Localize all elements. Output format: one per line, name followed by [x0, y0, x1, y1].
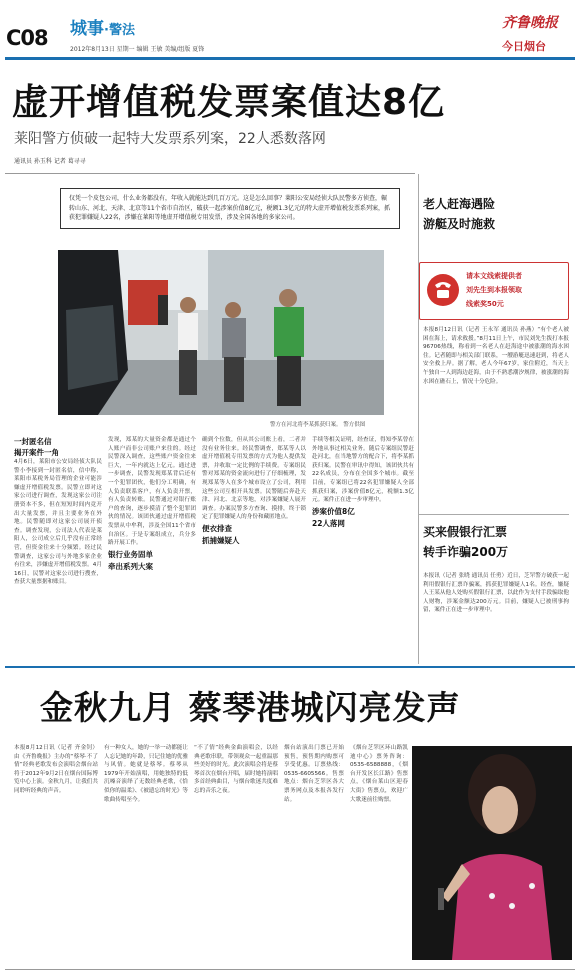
- article-text: 确到个位数，但从其公司账上看，二者并没有业务往来。经民警调查，郑某等人以虚开增值税专用发票的方式为他人提供发票，并收取一定比例的手续费。专案组民警对郑某的资金流向进行了仔细梳理，发现郑某等人在多个城市设立了公司，利用这些公司互相开具发票。民警随后奔赴天津、河北、北京等地，对涉案嫌疑人展开调查。办案民警多方查询、摸排，终于锁定了犯罪嫌疑人的身份和藏匿地点。: [202, 437, 306, 521]
- article-column-2: [108, 436, 196, 572]
- section-heading: 便衣排查: [202, 523, 232, 533]
- section-heading: 揭开案件一角: [14, 448, 59, 457]
- section-heading: 22人落网: [312, 518, 345, 528]
- bottom-article-column-2: 有一种女人，她的一举一动都能让人忘记她的年龄，只记住她的优雅与风情。她就是蔡琴。蔡琴从1979年开始演唱，用她独特的低沉嗓音演绎了无数经典老歌，《恰似你的温柔》、《被遗忘的时光》等歌曲传唱至今。: [104, 745, 188, 803]
- main-subheadline: 莱阳警方侦破一起特大发票系列案，22人悉数落网: [14, 131, 326, 147]
- section-heading: 牵出系列大案: [108, 561, 153, 571]
- side-story-text: 本报8月12日讯（记者 王永军 通讯员 孙燕）“有个老人被困在海上，请求救援。”8月11日上午，市民刘先生拨打本报96706热线，称看到一名老人在赶海途中被涨潮的海水困住。记者随即与相关部门联系，一艘游艇迅速赶到，将老人安全救上岸。据了解，老人今年67岁，家住附近，当天上午独自一人到海边赶海，由于不熟悉潮汐规律，被涨潮的海水困在礁石上，情况十分危险。: [423, 327, 569, 385]
- main-byline: 通讯员 孙玉科 记者 葛寻寻: [14, 158, 86, 165]
- concert-photo: [412, 746, 572, 960]
- singer-photo: [412, 746, 572, 960]
- side-story-text: 本报讯（记者 张晓 通讯员 任勇）近日，芝罘警方破获一起利用假银行汇票诈骗案，抓获犯罪嫌疑人1名。经查，嫌疑人王某从他人处购买假银行汇票，以此作为支付手段骗取他人财物，涉案金额达200万元。目前，嫌疑人已被刑事拘留，案件正在进一步审理中。: [423, 573, 569, 614]
- side-story-headline: 老人赶海遇险: [423, 197, 496, 211]
- edition-label: 今日烟台: [502, 40, 546, 53]
- article-text: 手续等相关证明，经查证，得知李某曾在外地从事过相关业务。随后专案组民警赶赴河北，在当地警方的配合下，将李某抓获归案。民警在审讯中得知，该团伙共有22名成员，分布在全国多个城市。截至目前，专案组已将22名犯罪嫌疑人全部抓获归案，涉案价值8亿元，税额1.3亿元。案件正在进一步审理中。: [312, 437, 414, 504]
- bottom-article-column-5: 《烟台芝罘区环山路凯迪中心》票务咨询：0535-6588888，《烟台开发区长江路》售票点，《烟台莱山区迎春大街》售票点，欢迎广大歌迷前往购票。: [350, 745, 408, 803]
- divider: [419, 514, 569, 515]
- side-story-title: [423, 522, 508, 562]
- header-rule: [5, 57, 575, 60]
- section-title: [70, 14, 135, 39]
- section-heading: 涉案价值8亿: [312, 506, 355, 516]
- dateline: 2012年8月13日 星期一 编辑 王敏 美编/组版 夏锋: [70, 46, 205, 53]
- subsection-name: ·警法: [104, 23, 135, 38]
- side-story-title: [423, 194, 495, 234]
- section-name: 城事: [70, 19, 104, 39]
- article-column-4: [312, 436, 414, 529]
- lead-box: 仅凭一个皮包公司，什么业务都没有，年收入就能达到几百万元。这是怎么回事？莱阳公安局经侦大队民警多方侦查，辗转山东、河北、天津、北京等11个省市自治区，破获一起涉案价值8亿元，税额1.3亿元的特大虚开增值税发票系列案，抓获犯罪嫌疑人22名，涉嫌在莱阳等地虚开增值税专用发票，涉及全国各地的多家公司。: [60, 188, 400, 229]
- bottom-article-column-3: “不了情”经典金曲演唱会，以经典老歌串联，带领观众一起重温那些美好的时光。此次演唱会将是蔡琴首次在烟台开唱，届时她将演唱多首经典曲目，与烟台歌迷共度难忘的音乐之夜。: [194, 745, 278, 794]
- column-divider: [418, 174, 419, 664]
- side-story-subheadline: 游艇及时施救: [423, 217, 496, 231]
- article-column-3: [202, 436, 306, 546]
- reward-notice: [419, 262, 569, 320]
- side-story-subheadline: 转手诈骗200万: [423, 545, 509, 559]
- newspaper-logo: 齐鲁晚报: [502, 15, 558, 31]
- divider: [5, 173, 415, 174]
- side-story-headline: 买来假银行汇票: [423, 525, 508, 539]
- section-rule: [5, 666, 575, 668]
- section-heading: 抓捕嫌疑人: [202, 535, 240, 545]
- article-column-1: [14, 436, 102, 587]
- reward-line-1: 请本文线索提供者: [466, 272, 522, 280]
- section-heading: 一封匿名信: [14, 437, 52, 446]
- article-text: 4月6日，莱阳市公安局经侦大队民警小李接到一封匿名信，信中称，莱阳市某税务局管理的企业可能涉嫌虚开增值税发票。民警立即对这家公司进行调查，发现这家公司注册资本不多，但在短短时间内竟开出大量发票，并且主要业务在外地。民警随即对这家公司展开侦查。调查发现，公司法人代表是莱阳人，公司成立后几乎没有正常经营，但资金往来十分频繁。经过民警调查，这家公司与外地多家企业有往来，涉嫌虚开增值税发票。4月16日，民警对这家公司进行搜查，查获大量票据和账目。: [14, 459, 102, 586]
- main-headline: 虚开增值税发票案值达8亿: [12, 82, 446, 123]
- reward-line-2: 刘先生到本报领取: [466, 286, 522, 294]
- bottom-article-column-4: 烟台站演出门票已开始预售，预售期内购票可享受优惠。订票热线：0535-6605566。售票地点：烟台芝罘区各大票务网点及本报各发行站。: [284, 745, 344, 803]
- bottom-headline: 金秋九月 蔡琴港城闪亮发声: [40, 688, 461, 727]
- reward-line-3: 线索奖50元: [466, 300, 504, 308]
- phone-icon: [426, 273, 460, 307]
- bottom-article-column-1: 本报8月12日讯（记者 齐金钊）由《齐鲁晚报》主办的“蔡琴·不了情”经典老歌发布会演唱会烟台站将于2012年9月2日在烟台国际博览中心上演。金秋九月，让我们共同聆听经典的声音。: [14, 745, 98, 794]
- news-photo: [58, 250, 384, 415]
- article-text: 发现，郑某的大量资金都是通过个人账户而非公司账户来往的。经过民警深入调查，这些账户资金往来巨大，一年内就达上亿元。通过进一步调查，民警发现郑某背后还有一个犯罪团伙，他们分工明确，有人负责联系客户，有人负责开票，有人负责转账。民警通过对银行账户的查询，逐步摸清了整个犯罪团伙的情况。该团伙通过虚开增值税发票从中牟利，涉及全国11个省市自治区。于是专案组成立，兵分多路开展工作。: [108, 437, 196, 547]
- page-number: C08: [6, 26, 48, 50]
- police-arrest-photo: [58, 250, 384, 415]
- footer-rule: [5, 969, 575, 970]
- photo-caption: 警方在河北将李某抓获归案。 警方供图: [270, 422, 366, 428]
- section-heading: 银行业务固单: [108, 549, 153, 559]
